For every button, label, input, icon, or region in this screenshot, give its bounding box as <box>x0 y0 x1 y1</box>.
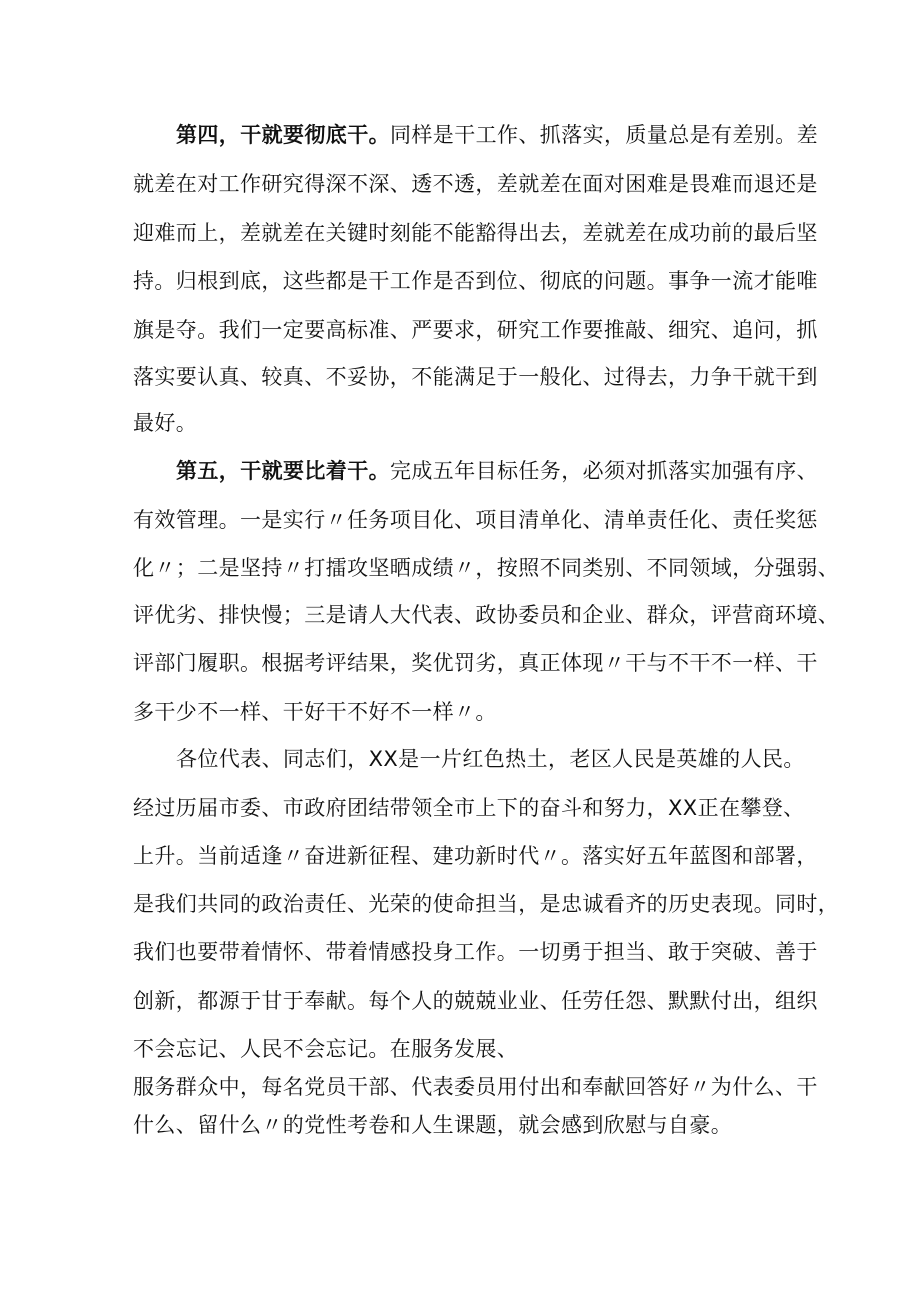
paragraph-1-line-6: 落实要认真、较真、不妥协，不能满足于一般化、过得去，力争干就干到 <box>133 365 818 389</box>
paragraph-1-line-7: 最好。 <box>133 411 198 435</box>
paragraph-1-line-1 <box>176 120 818 150</box>
paragraph-3-line-6: 创新，都源于甘于奉献。每个人的兢兢业业、任劳任怨、默默付出，组织 <box>133 989 818 1013</box>
paragraph-3-line-7: 不会忘记、人民不会忘记。在服务发展、 <box>133 1037 519 1061</box>
paragraph-1-heading: 第四，干就要彻底干。 <box>176 123 390 147</box>
paragraph-2-line-4: 评优劣、排快慢；三是请人大代表、政协委员和企业、群众，评营商环境、 <box>133 603 840 627</box>
paragraph-3-line-1: 各位代表、同志们，XX是一片红色热土，老区人民是英雄的人民。 <box>176 747 805 771</box>
paragraph-3-line-5: 我们也要带着情怀、带着情感投身工作。一切勇于担当、敢于突破、善于 <box>133 940 818 964</box>
paragraph-2-line-6: 多干少不一样、干好干不好不一样〃。 <box>133 700 497 724</box>
paragraph-1-line-3: 迎难而上，差就差在关键时刻能不能豁得出去，差就差在成功前的最后坚 <box>133 221 818 245</box>
paragraph-2-text: 完成五年目标任务，必须对抓落实加强有序、 <box>390 459 818 483</box>
paragraph-2-heading: 第五，干就要比着干。 <box>176 459 390 483</box>
paragraph-2-line-3: 化〃；二是坚持〃打擂攻坚晒成绩〃，按照不同类别、不同领域，分强弱、 <box>133 556 840 580</box>
paragraph-1-line-4: 持。归根到底，这些都是干工作是否到位、彻底的问题。事争一流才能唯 <box>133 269 818 293</box>
paragraph-3-line-4: 是我们共同的政治责任、光荣的使命担当，是忠诚看齐的历史表现。同时， <box>133 892 840 916</box>
paragraph-2-line-2: 有效管理。一是实行〃任务项目化、项目清单化、清单责任化、责任奖惩 <box>133 508 818 532</box>
paragraph-3-line-3: 上升。当前适逢〃奋进新征程、建功新时代〃。落实好五年蓝图和部署， <box>133 844 818 868</box>
paragraph-3-line-2: 经过历届市委、市政府团结带领全市上下的奋斗和努力，XX正在攀登、 <box>133 796 805 820</box>
paragraph-1-line-2: 就差在对工作研究得深不深、透不透，差就差在面对困难是畏难而退还是 <box>133 172 818 196</box>
paragraph-1-line-5: 旗是夺。我们一定要高标准、严要求，研究工作要推敲、细究、追问，抓 <box>133 318 818 342</box>
paragraph-3-line-8: 服务群众中，每名党员干部、代表委员用付出和奉献回答好〃为什么、干 <box>133 1075 818 1099</box>
paragraph-2-line-5: 评部门履职。根据考评结果，奖优罚劣，真正体现〃干与不干不一样、干 <box>133 651 818 675</box>
paragraph-3-line-9: 什么、留什么〃的党性考卷和人生课题，就会感到欣慰与自豪。 <box>133 1113 733 1137</box>
paragraph-1-text: 同样是干工作、抓落实，质量总是有差别。差 <box>390 123 818 147</box>
paragraph-2-line-1 <box>176 456 818 486</box>
